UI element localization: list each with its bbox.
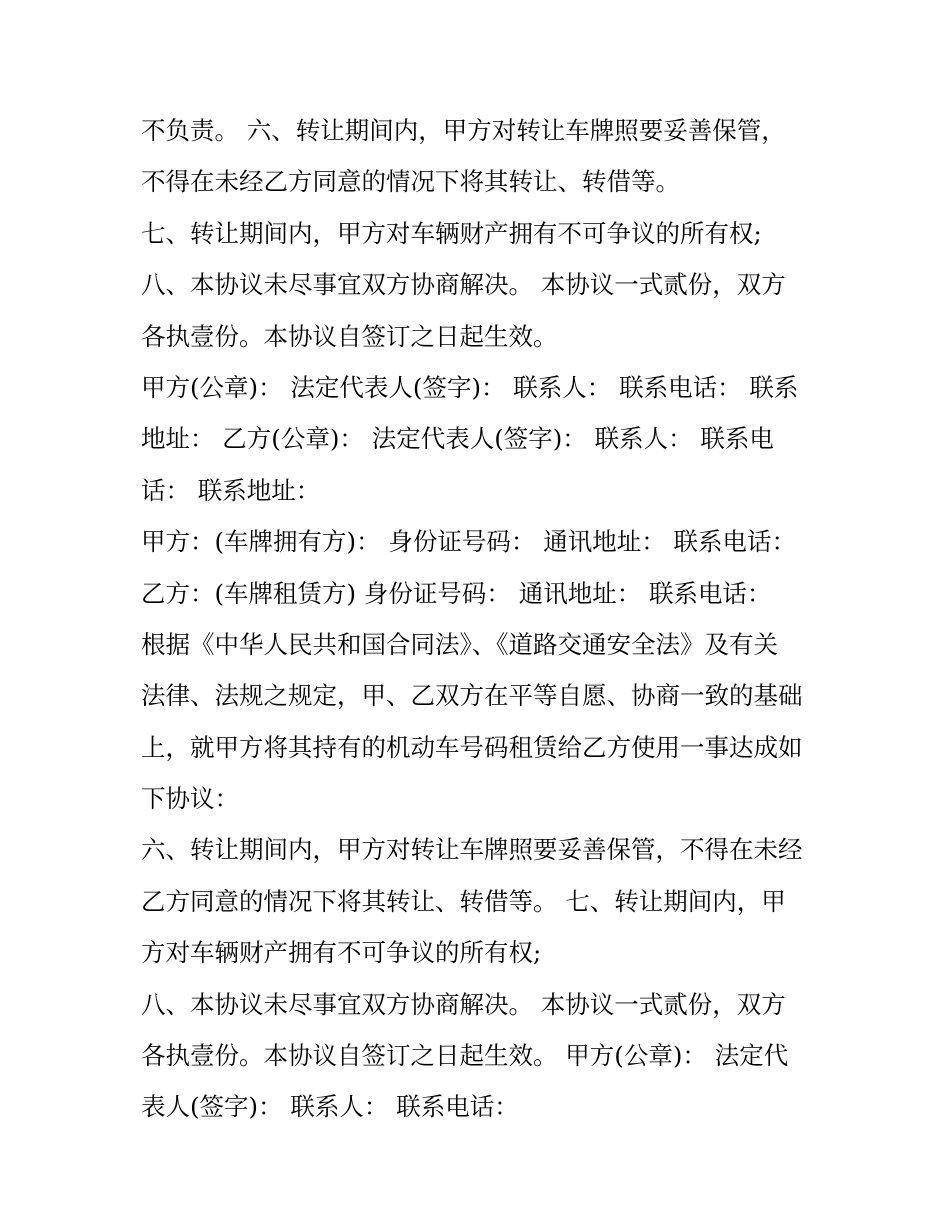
document-body [141, 105, 831, 1133]
text-line-10: 乙方：(车牌租赁方) 身份证号码： 通讯地址： 联系电话： [141, 578, 772, 608]
text-line-20: 表人(签字)： 联系人： 联系电话： [141, 1092, 519, 1122]
text-line-13: 上，就甲方将其持有的机动车号码租赁给乙方使用一事达成如 [141, 732, 803, 762]
text-line-18: 八、本协议未尽事宜双方协商解决。 本协议一式贰份，双方 [141, 989, 786, 1019]
text-line-4: 八、本协议未尽事宜双方协商解决。 本协议一式贰份，双方 [141, 270, 786, 300]
text-line-5: 各执壹份。本协议自签订之日起生效。 [141, 321, 558, 351]
text-line-3: 七、转让期间内，甲方对车辆财产拥有不可争议的所有权; [141, 218, 762, 248]
text-line-14: 下协议： [141, 784, 239, 814]
text-line-8: 话： 联系地址： [141, 475, 321, 505]
text-line-1: 不负责。 六、转让期间内，甲方对转让车牌照要妥善保管， [141, 116, 786, 145]
text-line-7: 地址： 乙方(公章)： 法定代表人(签字)： 联系人： 联系电 [141, 424, 774, 454]
text-line-9: 甲方：(车牌拥有方)： 身份证号码： 通讯地址： 联系电话： [141, 527, 796, 557]
text-line-12: 法律、法规之规定，甲、乙双方在平等自愿、协商一致的基础 [141, 681, 803, 711]
text-line-2: 不得在未经乙方同意的情况下将其转让、转借等。 [141, 167, 680, 197]
text-line-17: 方对车辆财产拥有不可争议的所有权; [141, 938, 542, 968]
text-line-11: 根据《中华人民共和国合同法》、《道路交通安全法》及有关 [141, 629, 778, 659]
text-line-6: 甲方(公章)： 法定代表人(签字)： 联系人： 联系电话： 联系 [141, 372, 799, 402]
text-line-19: 各执壹份。本协议自签订之日起生效。 甲方(公章)： 法定代 [141, 1041, 789, 1071]
text-line-16: 乙方同意的情况下将其转让、转借等。 七、转让期间内，甲 [141, 886, 786, 916]
text-line-15: 六、转让期间内，甲方对转让车牌照要妥善保管，不得在未经 [141, 835, 803, 865]
